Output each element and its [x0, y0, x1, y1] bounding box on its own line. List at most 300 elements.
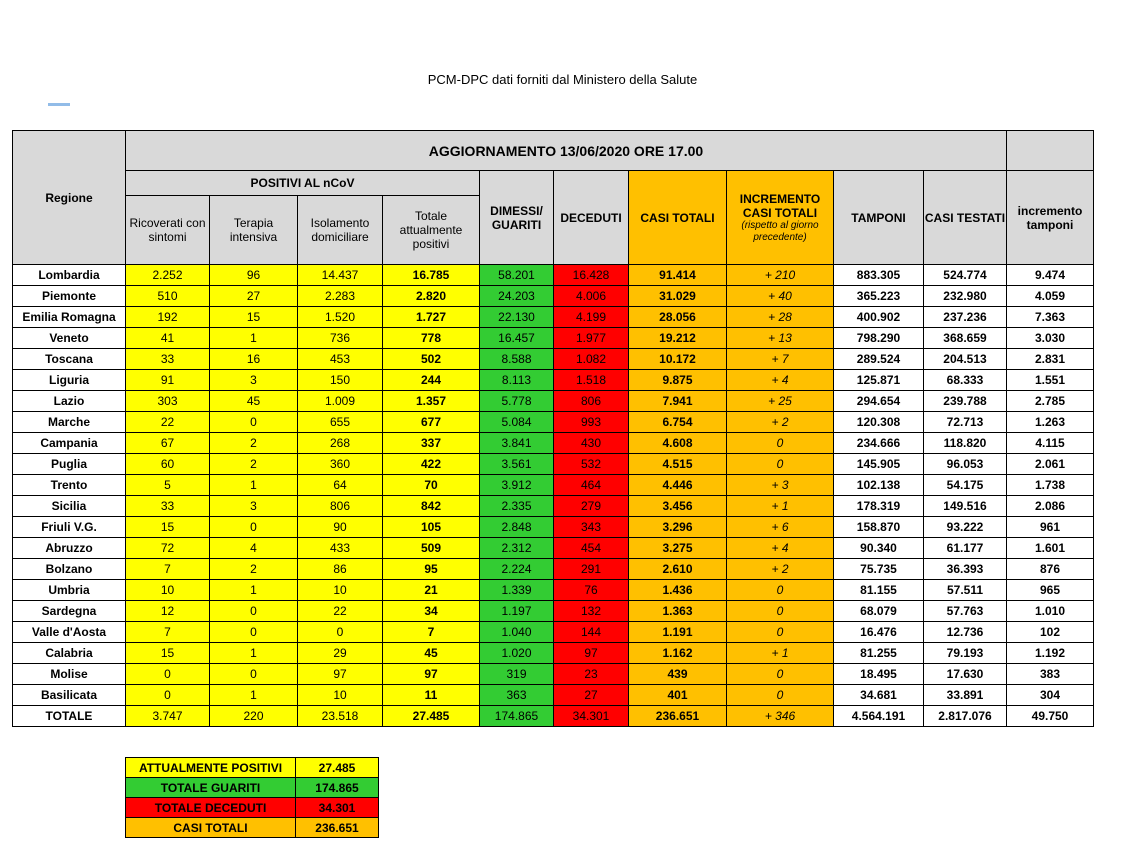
cell-incremento: + 2 — [727, 412, 834, 433]
cell-totale-positivi: 422 — [383, 454, 480, 475]
cell-isolamento: 806 — [298, 496, 383, 517]
cell-totale-positivi: 502 — [383, 349, 480, 370]
cell-incremento: 0 — [727, 454, 834, 475]
cell-casi-totali: 91.414 — [629, 265, 727, 286]
table-row — [13, 496, 1094, 517]
cell-tamponi: 90.340 — [834, 538, 924, 559]
cell-totale-positivi: 16.785 — [383, 265, 480, 286]
header-dimessi: DIMESSI/ GUARITI — [480, 171, 554, 265]
cell-totale-positivi: 778 — [383, 328, 480, 349]
cell-terapia: 0 — [210, 601, 298, 622]
cell-casi-testati: 93.222 — [924, 517, 1007, 538]
cell-casi-totali: 3.275 — [629, 538, 727, 559]
summary-value: 236.651 — [296, 818, 379, 838]
cell-deceduti: 144 — [554, 622, 629, 643]
cell-isolamento: 736 — [298, 328, 383, 349]
cell-totale-positivi: 7 — [383, 622, 480, 643]
cell-incremento: + 6 — [727, 517, 834, 538]
cell-ricoverati: 15 — [126, 643, 210, 664]
table-row — [13, 454, 1094, 475]
summary-row — [126, 778, 379, 798]
cell-incremento-tamponi: 1.263 — [1007, 412, 1094, 433]
cell-ricoverati: 12 — [126, 601, 210, 622]
cell-region: Valle d'Aosta — [13, 622, 126, 643]
cell-tamponi: 294.654 — [834, 391, 924, 412]
cell-dimessi: 8.113 — [480, 370, 554, 391]
cell-terapia: 45 — [210, 391, 298, 412]
table-row — [13, 370, 1094, 391]
cell-dimessi: 174.865 — [480, 706, 554, 727]
cell-totale-positivi: 677 — [383, 412, 480, 433]
cell-terapia: 3 — [210, 370, 298, 391]
cell-incremento-tamponi: 876 — [1007, 559, 1094, 580]
cell-totale-positivi: 11 — [383, 685, 480, 706]
cell-casi-totali: 2.610 — [629, 559, 727, 580]
cell-dimessi: 3.561 — [480, 454, 554, 475]
table-row — [13, 391, 1094, 412]
cell-casi-testati: 61.177 — [924, 538, 1007, 559]
cell-incremento-tamponi: 2.785 — [1007, 391, 1094, 412]
cell-tamponi: 81.255 — [834, 643, 924, 664]
cell-deceduti: 1.977 — [554, 328, 629, 349]
cell-incremento-tamponi: 961 — [1007, 517, 1094, 538]
cell-totale-positivi: 97 — [383, 664, 480, 685]
header-casi-totali: CASI TOTALI — [629, 171, 727, 265]
cell-casi-totali: 1.436 — [629, 580, 727, 601]
update-title: AGGIORNAMENTO 13/06/2020 ORE 17.00 — [126, 131, 1007, 171]
cell-region: Marche — [13, 412, 126, 433]
cell-incremento-tamponi: 102 — [1007, 622, 1094, 643]
cell-region: Friuli V.G. — [13, 517, 126, 538]
cell-region: Molise — [13, 664, 126, 685]
cell-ricoverati: 10 — [126, 580, 210, 601]
table-row — [13, 580, 1094, 601]
cell-dimessi: 16.457 — [480, 328, 554, 349]
cell-dimessi: 363 — [480, 685, 554, 706]
cell-incremento-tamponi: 9.474 — [1007, 265, 1094, 286]
cell-terapia: 96 — [210, 265, 298, 286]
cell-region: Toscana — [13, 349, 126, 370]
cell-totale-positivi: 509 — [383, 538, 480, 559]
cell-ricoverati: 2.252 — [126, 265, 210, 286]
cell-casi-testati: 239.788 — [924, 391, 1007, 412]
decorative-mark — [48, 103, 70, 106]
totals-row — [13, 706, 1094, 727]
cell-isolamento: 1.009 — [298, 391, 383, 412]
table-row — [13, 307, 1094, 328]
cell-casi-totali: 10.172 — [629, 349, 727, 370]
cell-tamponi: 798.290 — [834, 328, 924, 349]
cell-incremento: + 40 — [727, 286, 834, 307]
cell-isolamento: 453 — [298, 349, 383, 370]
header-incremento-tamponi: incremento tamponi — [1007, 171, 1094, 265]
cell-isolamento: 150 — [298, 370, 383, 391]
summary-row — [126, 758, 379, 778]
cell-terapia: 15 — [210, 307, 298, 328]
cell-tamponi: 365.223 — [834, 286, 924, 307]
cell-isolamento: 1.520 — [298, 307, 383, 328]
cell-ricoverati: 67 — [126, 433, 210, 454]
cell-dimessi: 22.130 — [480, 307, 554, 328]
table-row — [13, 664, 1094, 685]
cell-isolamento: 360 — [298, 454, 383, 475]
cell-region: Abruzzo — [13, 538, 126, 559]
cell-ricoverati: 91 — [126, 370, 210, 391]
cell-dimessi: 2.848 — [480, 517, 554, 538]
cell-totale-positivi: 21 — [383, 580, 480, 601]
cell-casi-totali: 31.029 — [629, 286, 727, 307]
table-row — [13, 475, 1094, 496]
cell-region: Calabria — [13, 643, 126, 664]
cell-region: Emilia Romagna — [13, 307, 126, 328]
cell-casi-testati: 524.774 — [924, 265, 1007, 286]
cell-casi-totali: 4.515 — [629, 454, 727, 475]
cell-casi-testati: 17.630 — [924, 664, 1007, 685]
cell-terapia: 1 — [210, 475, 298, 496]
cell-ricoverati: 33 — [126, 349, 210, 370]
cell-incremento: 0 — [727, 622, 834, 643]
cell-region: Basilicata — [13, 685, 126, 706]
cell-terapia: 27 — [210, 286, 298, 307]
cell-dimessi: 2.312 — [480, 538, 554, 559]
cell-incremento: 0 — [727, 433, 834, 454]
cell-casi-totali: 401 — [629, 685, 727, 706]
cell-incremento-tamponi: 4.059 — [1007, 286, 1094, 307]
cell-casi-testati: 72.713 — [924, 412, 1007, 433]
cell-casi-testati: 232.980 — [924, 286, 1007, 307]
cell-ricoverati: 7 — [126, 559, 210, 580]
summary-label: TOTALE DECEDUTI — [126, 798, 296, 818]
cell-ricoverati: 15 — [126, 517, 210, 538]
cell-region: Veneto — [13, 328, 126, 349]
cell-incremento: + 2 — [727, 559, 834, 580]
cell-incremento: + 4 — [727, 370, 834, 391]
cell-terapia: 220 — [210, 706, 298, 727]
cell-deceduti: 23 — [554, 664, 629, 685]
cell-totale-positivi: 45 — [383, 643, 480, 664]
cell-casi-testati: 204.513 — [924, 349, 1007, 370]
cell-casi-totali: 6.754 — [629, 412, 727, 433]
cell-casi-testati: 33.891 — [924, 685, 1007, 706]
cell-incremento: + 210 — [727, 265, 834, 286]
cell-ricoverati: 303 — [126, 391, 210, 412]
cell-isolamento: 22 — [298, 601, 383, 622]
cell-incremento-tamponi: 4.115 — [1007, 433, 1094, 454]
cell-deceduti: 34.301 — [554, 706, 629, 727]
cell-ricoverati: 41 — [126, 328, 210, 349]
cell-deceduti: 430 — [554, 433, 629, 454]
cell-casi-testati: 368.659 — [924, 328, 1007, 349]
cell-ricoverati: 192 — [126, 307, 210, 328]
cell-incremento-tamponi: 2.086 — [1007, 496, 1094, 517]
cell-incremento-tamponi: 2.831 — [1007, 349, 1094, 370]
summary-label: ATTUALMENTE POSITIVI — [126, 758, 296, 778]
cell-incremento-tamponi: 2.061 — [1007, 454, 1094, 475]
cell-deceduti: 532 — [554, 454, 629, 475]
cell-isolamento: 23.518 — [298, 706, 383, 727]
cell-incremento: 0 — [727, 685, 834, 706]
cell-totale-positivi: 1.727 — [383, 307, 480, 328]
summary-label: TOTALE GUARITI — [126, 778, 296, 798]
covid-regional-table — [12, 130, 1094, 727]
cell-casi-totali: 439 — [629, 664, 727, 685]
cell-deceduti: 343 — [554, 517, 629, 538]
cell-casi-totali: 4.608 — [629, 433, 727, 454]
cell-totale-positivi: 34 — [383, 601, 480, 622]
cell-region: Lombardia — [13, 265, 126, 286]
cell-casi-totali: 3.456 — [629, 496, 727, 517]
cell-totale-positivi: 337 — [383, 433, 480, 454]
cell-totale-positivi: 70 — [383, 475, 480, 496]
cell-terapia: 16 — [210, 349, 298, 370]
cell-incremento-tamponi: 1.601 — [1007, 538, 1094, 559]
cell-tamponi: 16.476 — [834, 622, 924, 643]
cell-region: Liguria — [13, 370, 126, 391]
header-incremento — [727, 171, 834, 265]
cell-terapia: 1 — [210, 580, 298, 601]
cell-casi-totali: 1.363 — [629, 601, 727, 622]
cell-incremento: 0 — [727, 664, 834, 685]
cell-incremento-tamponi: 49.750 — [1007, 706, 1094, 727]
cell-region: Lazio — [13, 391, 126, 412]
cell-terapia: 1 — [210, 643, 298, 664]
table-row — [13, 349, 1094, 370]
cell-deceduti: 454 — [554, 538, 629, 559]
header-deceduti: DECEDUTI — [554, 171, 629, 265]
cell-dimessi: 5.778 — [480, 391, 554, 412]
table-row — [13, 685, 1094, 706]
cell-totale-positivi: 2.820 — [383, 286, 480, 307]
cell-incremento-tamponi: 1.551 — [1007, 370, 1094, 391]
table-row — [13, 643, 1094, 664]
cell-dimessi: 24.203 — [480, 286, 554, 307]
table-row — [13, 265, 1094, 286]
header-incremento-label: INCREMENTO CASI TOTALI — [739, 191, 821, 220]
cell-casi-totali: 9.875 — [629, 370, 727, 391]
header-regione: Regione — [13, 131, 126, 265]
cell-ricoverati: 72 — [126, 538, 210, 559]
cell-incremento: + 25 — [727, 391, 834, 412]
cell-terapia: 0 — [210, 517, 298, 538]
cell-ricoverati: 3.747 — [126, 706, 210, 727]
cell-incremento: + 13 — [727, 328, 834, 349]
cell-ricoverati: 22 — [126, 412, 210, 433]
cell-region: Campania — [13, 433, 126, 454]
summary-row — [126, 798, 379, 818]
cell-tamponi: 125.871 — [834, 370, 924, 391]
cell-terapia: 0 — [210, 412, 298, 433]
cell-totale-positivi: 1.357 — [383, 391, 480, 412]
cell-terapia: 1 — [210, 328, 298, 349]
cell-casi-testati: 149.516 — [924, 496, 1007, 517]
cell-isolamento: 64 — [298, 475, 383, 496]
cell-deceduti: 993 — [554, 412, 629, 433]
cell-incremento-tamponi: 1.010 — [1007, 601, 1094, 622]
cell-tamponi: 145.905 — [834, 454, 924, 475]
cell-isolamento: 2.283 — [298, 286, 383, 307]
cell-region: Trento — [13, 475, 126, 496]
header-casi-testati: CASI TESTATI — [924, 171, 1007, 265]
cell-ricoverati: 60 — [126, 454, 210, 475]
table-row — [13, 328, 1094, 349]
cell-totale-positivi: 842 — [383, 496, 480, 517]
table-body — [13, 265, 1094, 727]
header-incremento-sub: (rispetto al giorno precedente) — [741, 219, 819, 243]
header-isolamento: Isolamento domiciliare — [298, 196, 383, 265]
cell-tamponi: 18.495 — [834, 664, 924, 685]
cell-incremento: + 346 — [727, 706, 834, 727]
cell-totale-positivi: 95 — [383, 559, 480, 580]
cell-dimessi: 1.040 — [480, 622, 554, 643]
cell-tamponi: 234.666 — [834, 433, 924, 454]
cell-incremento-tamponi: 1.738 — [1007, 475, 1094, 496]
cell-deceduti: 279 — [554, 496, 629, 517]
cell-casi-testati: 79.193 — [924, 643, 1007, 664]
cell-dimessi: 1.197 — [480, 601, 554, 622]
cell-casi-totali: 1.191 — [629, 622, 727, 643]
cell-dimessi: 319 — [480, 664, 554, 685]
cell-incremento-tamponi: 965 — [1007, 580, 1094, 601]
table-row — [13, 286, 1094, 307]
header-terapia: Terapia intensiva — [210, 196, 298, 265]
cell-tamponi: 120.308 — [834, 412, 924, 433]
cell-region: Umbria — [13, 580, 126, 601]
cell-isolamento: 29 — [298, 643, 383, 664]
cell-region: Bolzano — [13, 559, 126, 580]
cell-casi-totali: 1.162 — [629, 643, 727, 664]
cell-tamponi: 4.564.191 — [834, 706, 924, 727]
cell-casi-testati: 237.236 — [924, 307, 1007, 328]
cell-isolamento: 90 — [298, 517, 383, 538]
cell-casi-testati: 36.393 — [924, 559, 1007, 580]
cell-dimessi: 3.912 — [480, 475, 554, 496]
cell-tamponi: 81.155 — [834, 580, 924, 601]
header-corner — [1007, 131, 1094, 171]
cell-deceduti: 1.082 — [554, 349, 629, 370]
table-row — [13, 622, 1094, 643]
summary-label: CASI TOTALI — [126, 818, 296, 838]
summary-value: 34.301 — [296, 798, 379, 818]
cell-isolamento: 10 — [298, 580, 383, 601]
cell-tamponi: 289.524 — [834, 349, 924, 370]
cell-isolamento: 268 — [298, 433, 383, 454]
source-title: PCM-DPC dati forniti dal Ministero della Salute — [427, 72, 698, 87]
cell-region: Puglia — [13, 454, 126, 475]
cell-terapia: 1 — [210, 685, 298, 706]
cell-terapia: 0 — [210, 622, 298, 643]
cell-incremento: + 1 — [727, 496, 834, 517]
cell-terapia: 4 — [210, 538, 298, 559]
table-row — [13, 559, 1094, 580]
cell-incremento: + 7 — [727, 349, 834, 370]
cell-casi-totali: 28.056 — [629, 307, 727, 328]
cell-tamponi: 400.902 — [834, 307, 924, 328]
cell-dimessi: 1.339 — [480, 580, 554, 601]
cell-region: Sicilia — [13, 496, 126, 517]
cell-incremento: + 28 — [727, 307, 834, 328]
cell-deceduti: 806 — [554, 391, 629, 412]
cell-casi-testati: 12.736 — [924, 622, 1007, 643]
cell-casi-totali: 4.446 — [629, 475, 727, 496]
cell-dimessi: 58.201 — [480, 265, 554, 286]
cell-isolamento: 0 — [298, 622, 383, 643]
cell-dimessi: 3.841 — [480, 433, 554, 454]
cell-tamponi: 178.319 — [834, 496, 924, 517]
cell-incremento-tamponi: 1.192 — [1007, 643, 1094, 664]
cell-tamponi: 158.870 — [834, 517, 924, 538]
cell-ricoverati: 0 — [126, 664, 210, 685]
cell-dimessi: 2.224 — [480, 559, 554, 580]
cell-ricoverati: 0 — [126, 685, 210, 706]
cell-ricoverati: 5 — [126, 475, 210, 496]
table-row — [13, 538, 1094, 559]
cell-incremento: 0 — [727, 601, 834, 622]
cell-dimessi: 1.020 — [480, 643, 554, 664]
cell-region: Sardegna — [13, 601, 126, 622]
cell-terapia: 2 — [210, 433, 298, 454]
cell-terapia: 2 — [210, 454, 298, 475]
cell-casi-totali: 7.941 — [629, 391, 727, 412]
cell-tamponi: 34.681 — [834, 685, 924, 706]
cell-casi-testati: 2.817.076 — [924, 706, 1007, 727]
cell-casi-totali: 236.651 — [629, 706, 727, 727]
cell-terapia: 0 — [210, 664, 298, 685]
cell-casi-testati: 57.763 — [924, 601, 1007, 622]
cell-casi-testati: 118.820 — [924, 433, 1007, 454]
cell-tamponi: 883.305 — [834, 265, 924, 286]
cell-incremento: + 3 — [727, 475, 834, 496]
cell-incremento: + 1 — [727, 643, 834, 664]
cell-incremento-tamponi: 383 — [1007, 664, 1094, 685]
cell-casi-testati: 57.511 — [924, 580, 1007, 601]
cell-isolamento: 97 — [298, 664, 383, 685]
cell-isolamento: 14.437 — [298, 265, 383, 286]
summary-body — [126, 758, 379, 838]
table-row — [13, 433, 1094, 454]
cell-dimessi: 5.084 — [480, 412, 554, 433]
summary-value: 27.485 — [296, 758, 379, 778]
cell-deceduti: 4.006 — [554, 286, 629, 307]
summary-value: 174.865 — [296, 778, 379, 798]
cell-totale-positivi: 105 — [383, 517, 480, 538]
cell-casi-testati: 54.175 — [924, 475, 1007, 496]
cell-terapia: 3 — [210, 496, 298, 517]
cell-ricoverati: 33 — [126, 496, 210, 517]
cell-deceduti: 291 — [554, 559, 629, 580]
cell-isolamento: 655 — [298, 412, 383, 433]
table-row — [13, 412, 1094, 433]
cell-dimessi: 8.588 — [480, 349, 554, 370]
table-row — [13, 601, 1094, 622]
cell-ricoverati: 7 — [126, 622, 210, 643]
cell-totale-positivi: 244 — [383, 370, 480, 391]
header-tamponi: TAMPONI — [834, 171, 924, 265]
cell-deceduti: 464 — [554, 475, 629, 496]
cell-deceduti: 76 — [554, 580, 629, 601]
cell-isolamento: 86 — [298, 559, 383, 580]
cell-ricoverati: 510 — [126, 286, 210, 307]
cell-incremento-tamponi: 3.030 — [1007, 328, 1094, 349]
cell-casi-testati: 68.333 — [924, 370, 1007, 391]
summary-row — [126, 818, 379, 838]
cell-deceduti: 1.518 — [554, 370, 629, 391]
cell-incremento-tamponi: 7.363 — [1007, 307, 1094, 328]
cell-tamponi: 102.138 — [834, 475, 924, 496]
cell-incremento-tamponi: 304 — [1007, 685, 1094, 706]
cell-incremento: 0 — [727, 580, 834, 601]
cell-casi-testati: 96.053 — [924, 454, 1007, 475]
cell-tamponi: 75.735 — [834, 559, 924, 580]
